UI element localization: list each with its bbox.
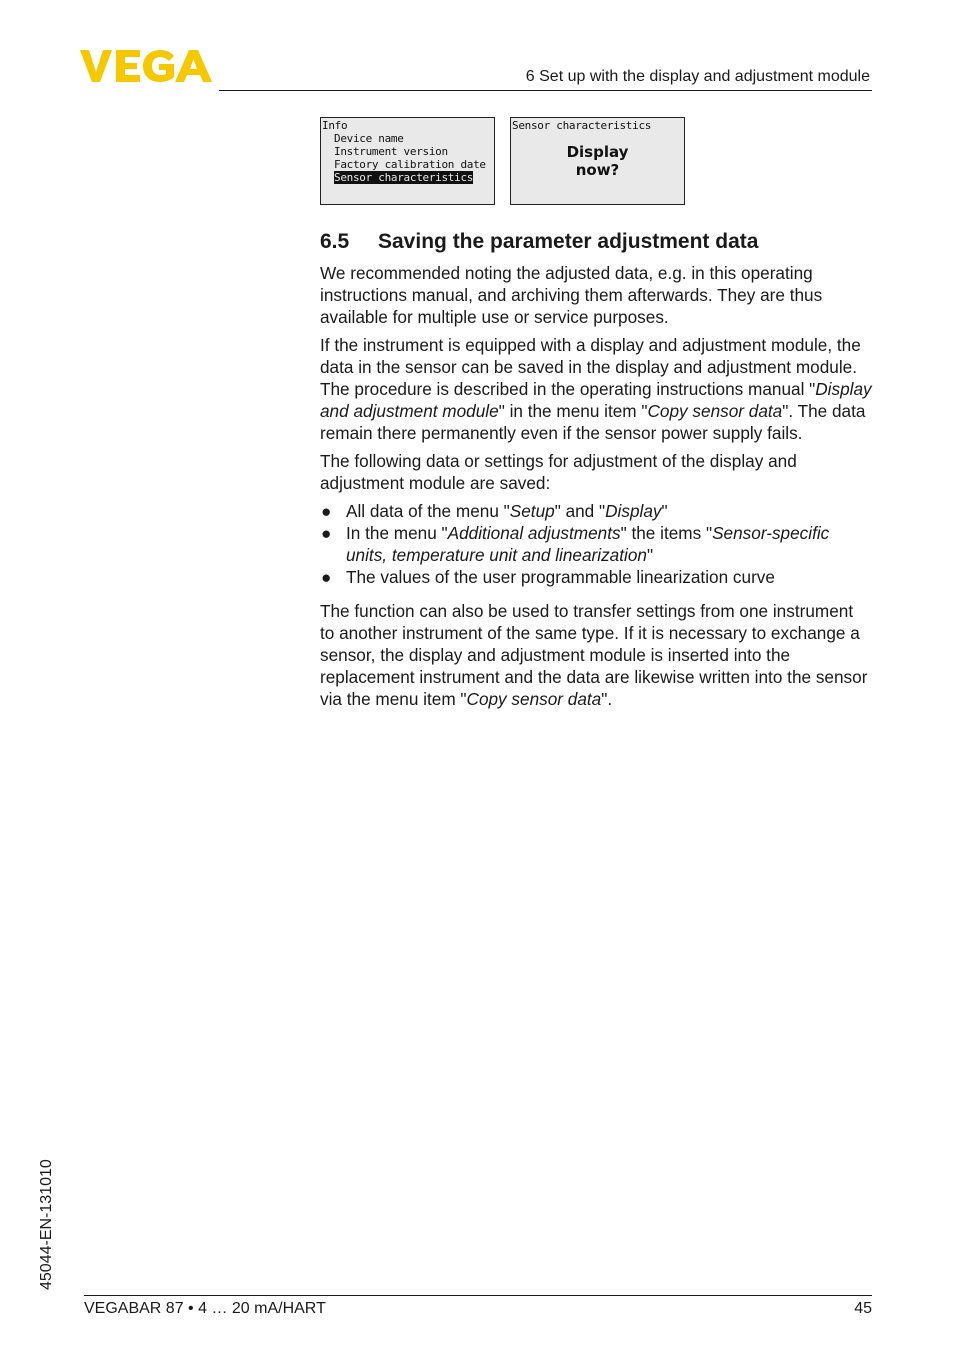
document-code: 45044-EN-131010 — [38, 1159, 55, 1290]
footer-product: VEGABAR 87 • 4 … 20 mA/HART — [84, 1300, 326, 1317]
section-body — [320, 262, 872, 716]
section-heading — [320, 230, 758, 254]
screen-title: Sensor characteristics — [512, 119, 652, 132]
bullet-icon: ● — [321, 501, 332, 521]
list-item: ● All data of the menu "Setup" and "Display" — [321, 501, 668, 521]
paragraph-intro: We recommended noting the adjusted data, e.g. in this operating instructions manual, and archiving them afterwards. They are thus available for multiple use or service purposes. — [320, 263, 823, 327]
section-number: 6.5 — [320, 230, 350, 253]
header-divider — [219, 90, 872, 91]
paragraph-display-module: If the instrument is equipped with a display and adjustment module, the data in the sensor can be saved in the display and adjustment module. The procedure is described in the operating instructions manual "Display and adjustment module" in the menu item "Copy sensor data". The data remain there permanently even if the sensor power supply fails. — [320, 335, 872, 443]
list-item: ● The values of the user programmable linearization curve — [321, 567, 775, 587]
footer-divider — [84, 1295, 872, 1296]
menu-item-sensor-characteristics-selected: Sensor characteristics — [334, 171, 474, 184]
list-item: ● In the menu "Additional adjustments" the items "Sensor-specific units, temperature unit and linearization" — [321, 523, 830, 565]
screen-prompt-line1: Display — [566, 143, 629, 161]
running-header: 6 Set up with the display and adjustment module — [525, 68, 870, 85]
vega-logo — [80, 50, 212, 84]
paragraph-transfer-settings: The function can also be used to transfer settings from one instrument to another instrument of the same type. If it is necessary to exchange a sensor, the display and adjustment module is inserted into the replacement instrument and the data are likewise written into the sensor via the menu item "Copy sensor data". — [320, 601, 868, 709]
screen-title: Info — [322, 119, 348, 132]
menu-item-instrument-version: Instrument version — [334, 145, 448, 158]
paragraph-saved-data: The following data or settings for adjustment of the display and adjustment module are saved: — [320, 451, 797, 493]
section-title: Saving the parameter adjustment data — [378, 230, 759, 253]
saved-data-list — [320, 500, 872, 588]
display-screen-info-menu — [320, 117, 495, 205]
bullet-icon: ● — [321, 523, 332, 543]
menu-item-device-name: Device name — [334, 132, 404, 145]
menu-item-factory-calibration-date: Factory calibration date — [334, 158, 486, 171]
bullet-icon: ● — [321, 567, 332, 587]
display-screen-sensor-characteristics — [510, 117, 685, 205]
page-number: 45 — [854, 1300, 872, 1317]
screen-prompt-line2: now? — [575, 161, 620, 179]
